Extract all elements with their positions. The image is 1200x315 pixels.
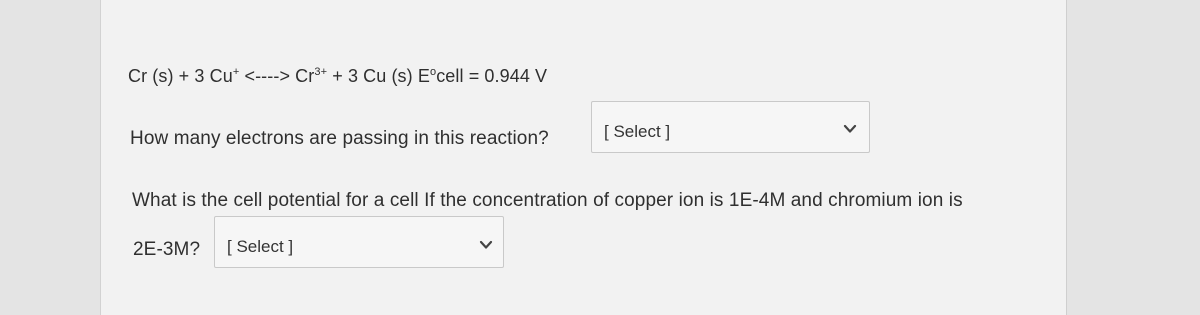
question-1-select[interactable] (591, 101, 870, 153)
cr-charge: 3+ (314, 66, 328, 78)
standard-degree: o (429, 66, 437, 78)
cr-symbol: Cr (295, 66, 315, 86)
chevron-down-icon (479, 240, 493, 250)
question-1-select-value: [ Select ] (604, 122, 671, 141)
question-2-text-end: 2E-3M? (133, 239, 201, 260)
question-2-text: What is the cell potential for a cell If the concentration of copper ion is 1E-4M and chromium ion is (132, 190, 963, 211)
cu-charge: + (232, 66, 240, 78)
question-1-text: How many electrons are passing in this reaction? (130, 128, 549, 149)
reaction-equation (128, 66, 547, 87)
equation-right: + 3 Cu (s) E (327, 66, 430, 86)
cell-potential: cell = 0.944 V (436, 66, 548, 86)
chevron-down-icon (843, 124, 857, 134)
question-2-select[interactable] (214, 216, 504, 268)
equation-arrow: <----> (239, 66, 296, 86)
equation-left: Cr (s) + 3 Cu (128, 66, 233, 86)
question-2-select-value: [ Select ] (227, 237, 294, 256)
